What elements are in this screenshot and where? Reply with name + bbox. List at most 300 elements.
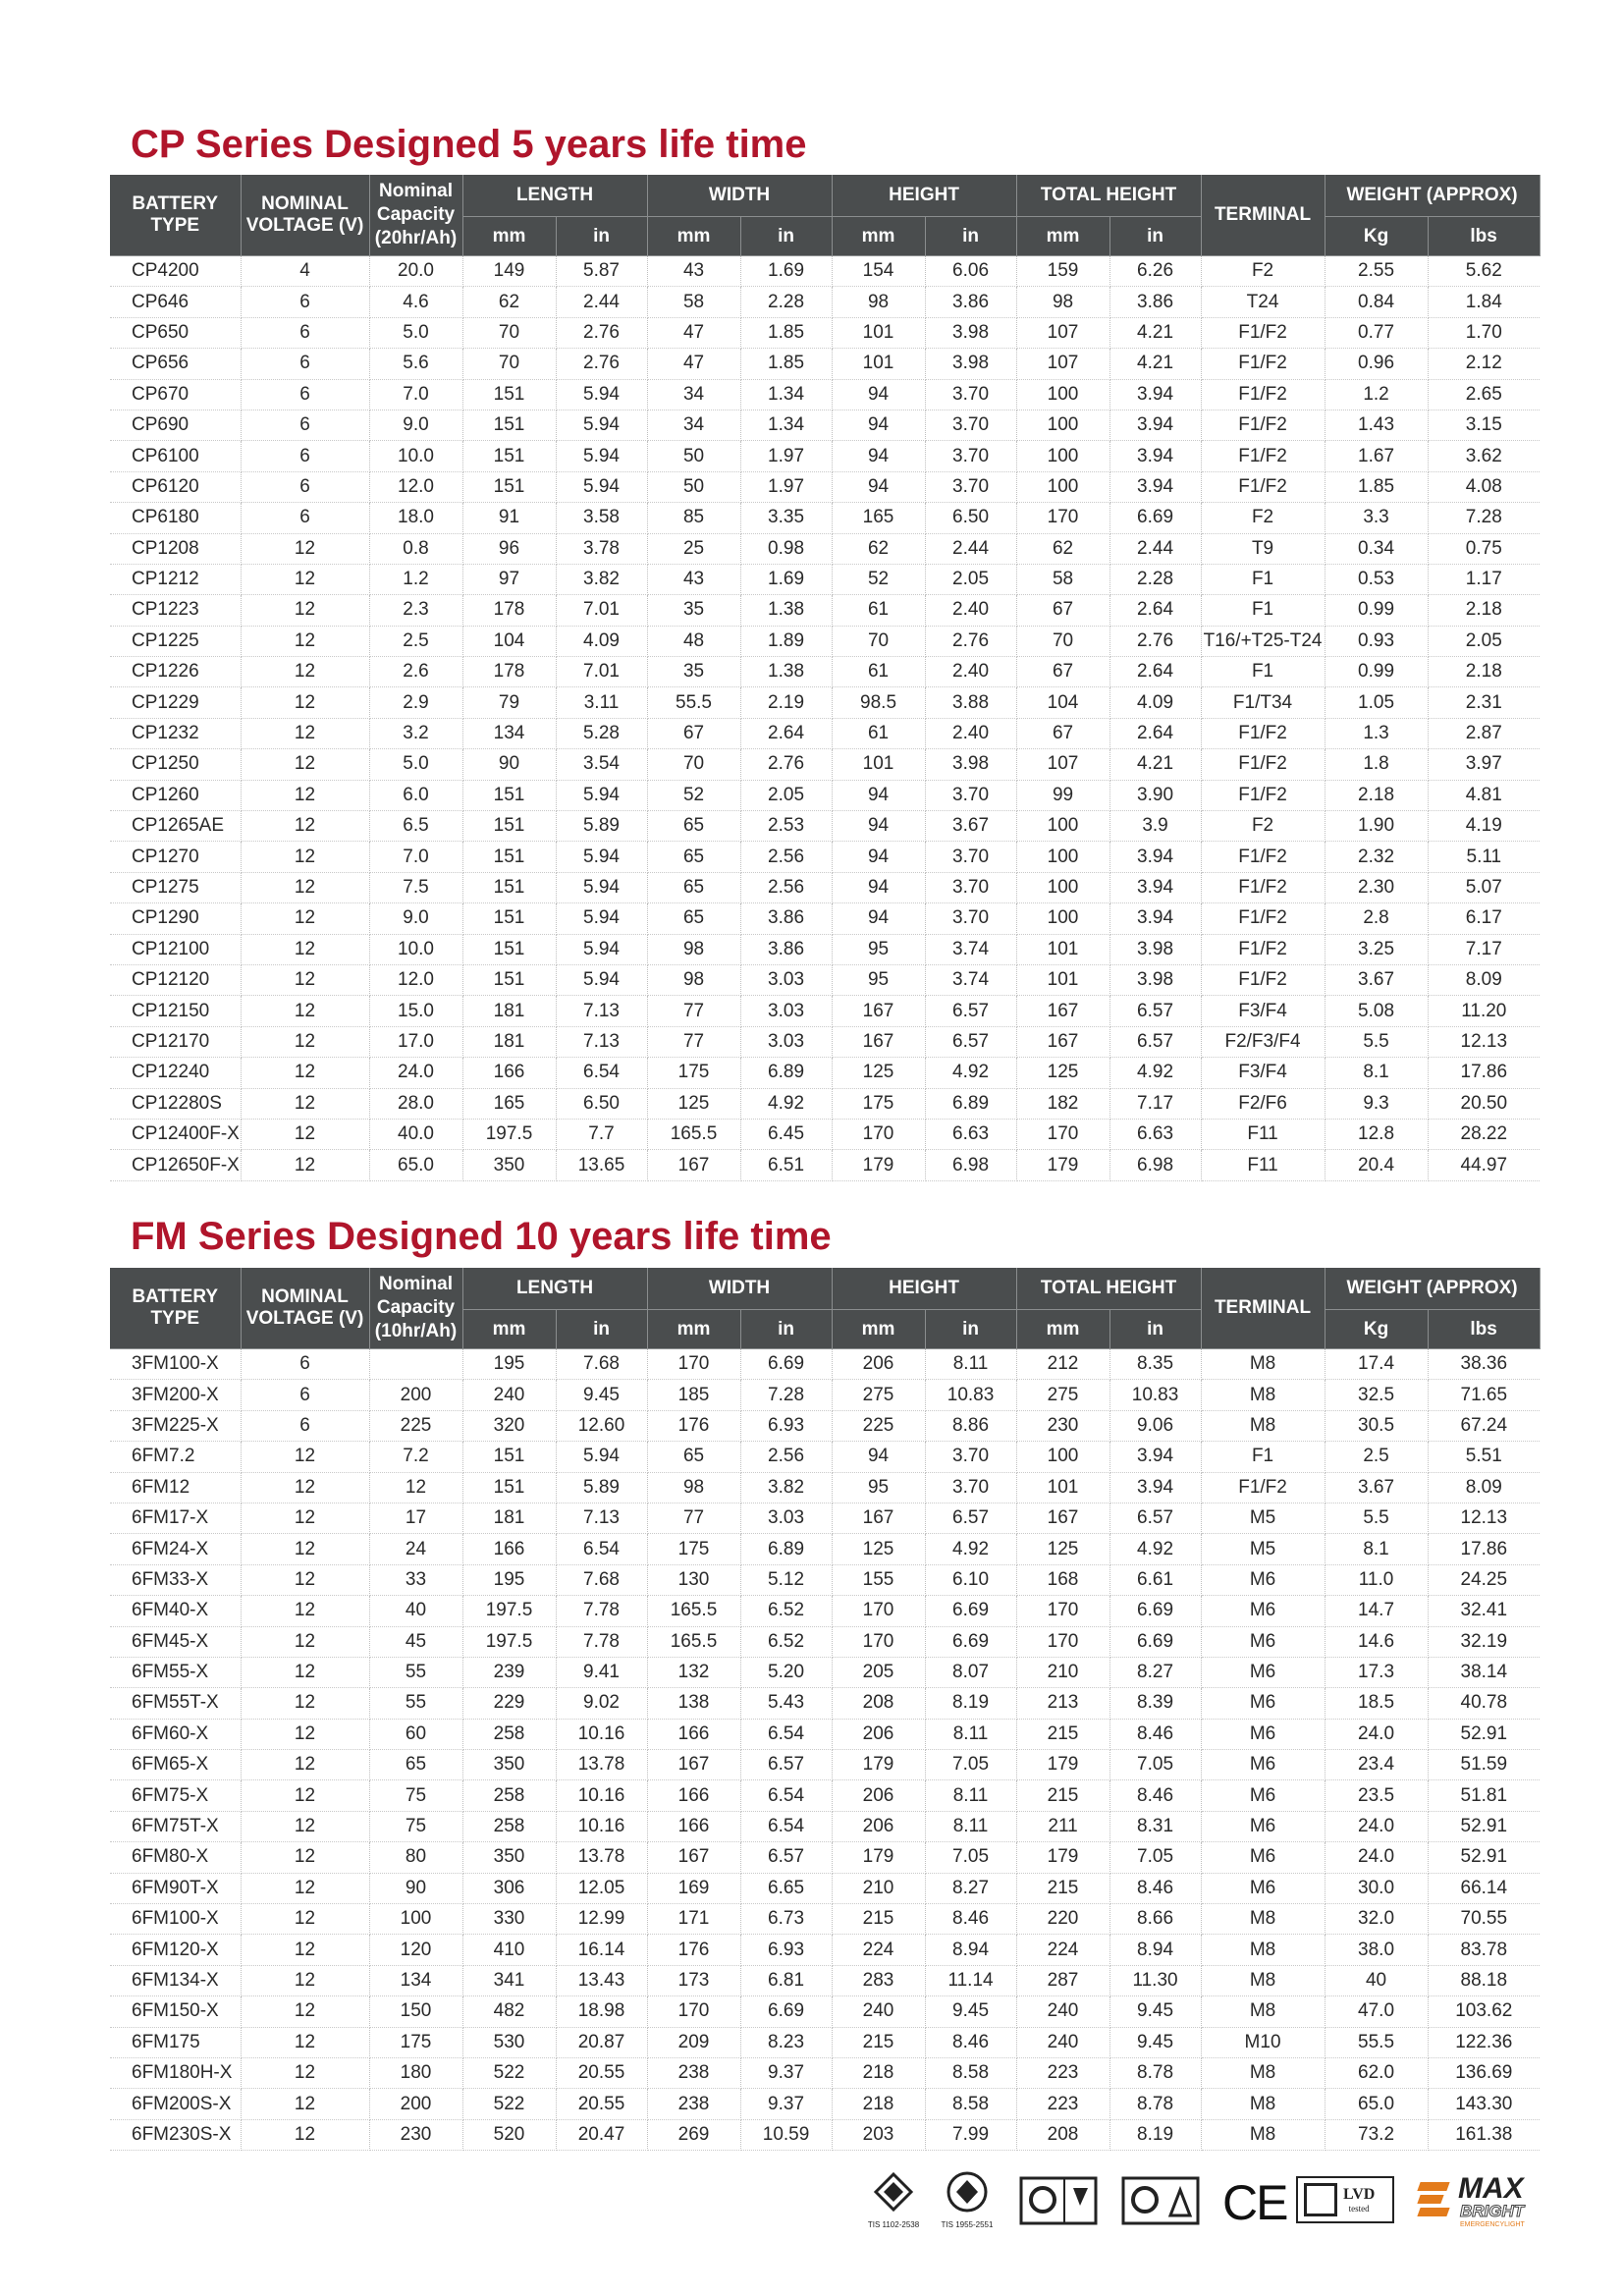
cell-width-mm: 130 [647, 1564, 740, 1595]
cell-width-in: 6.93 [740, 1410, 832, 1441]
cell-total-height-mm: 99 [1016, 780, 1109, 810]
cell-length-mm: 181 [462, 1026, 556, 1057]
cell-voltage: 12 [241, 2089, 369, 2119]
cell-width-mm: 166 [647, 1719, 740, 1749]
cell-battery-type: 6FM230S-X [110, 2119, 241, 2150]
header-capacity [369, 1268, 462, 1349]
cell-weight-kg: 24.0 [1325, 1719, 1428, 1749]
cell-length-in: 5.94 [556, 379, 647, 410]
cell-length-mm: 197.5 [462, 1596, 556, 1626]
header-capacity [369, 175, 462, 256]
cell-width-mm: 67 [647, 718, 740, 748]
cell-total-height-mm: 100 [1016, 441, 1109, 471]
header-capacity-line: (10hr/Ah) [374, 1321, 458, 1341]
cell-battery-type: CP6180 [110, 503, 241, 533]
cell-length-mm: 530 [462, 2027, 556, 2057]
cell-height-mm: 52 [832, 564, 925, 594]
cell-total-height-in: 3.9 [1109, 811, 1201, 842]
cell-height-mm: 283 [832, 1965, 925, 1995]
cell-width-mm: 98 [647, 934, 740, 964]
cell-width-mm: 77 [647, 1026, 740, 1057]
cell-voltage: 12 [241, 657, 369, 687]
cell-length-mm: 482 [462, 1996, 556, 2027]
cell-width-in: 6.89 [740, 1534, 832, 1564]
cell-capacity: 6.0 [369, 780, 462, 810]
cell-total-height-in: 6.63 [1109, 1119, 1201, 1149]
cell-length-in: 5.89 [556, 811, 647, 842]
cell-total-height-in: 3.94 [1109, 842, 1201, 872]
cell-length-in: 5.94 [556, 1442, 647, 1472]
cell-width-in: 2.76 [740, 749, 832, 780]
cell-battery-type: 3FM225-X [110, 1410, 241, 1441]
ce-mark [1222, 2174, 1286, 2231]
cell-weight-kg: 0.99 [1325, 657, 1428, 687]
header-nominal-voltage-line: VOLTAGE (V) [245, 215, 364, 236]
cell-height-mm: 167 [832, 1503, 925, 1533]
cell-total-height-mm: 159 [1016, 256, 1109, 287]
table-row [110, 964, 1540, 995]
cell-capacity: 2.9 [369, 687, 462, 718]
cell-length-in: 12.99 [556, 1904, 647, 1935]
cell-height-in: 3.86 [925, 287, 1016, 317]
cell-height-in: 6.57 [925, 1503, 1016, 1533]
cell-width-mm: 47 [647, 317, 740, 348]
cell-battery-type: CP1270 [110, 842, 241, 872]
cell-height-mm: 215 [832, 2027, 925, 2057]
cell-weight-kg: 5.5 [1325, 1026, 1428, 1057]
cell-voltage: 6 [241, 410, 369, 440]
cell-height-in: 8.11 [925, 1719, 1016, 1749]
cell-capacity: 7.0 [369, 842, 462, 872]
cell-height-mm: 170 [832, 1596, 925, 1626]
cell-capacity: 60 [369, 1719, 462, 1749]
cell-total-height-mm: 168 [1016, 1564, 1109, 1595]
cell-length-in: 7.01 [556, 657, 647, 687]
cell-weight-lbs: 70.55 [1428, 1904, 1540, 1935]
cell-length-in: 9.45 [556, 1380, 647, 1410]
cell-capacity: 5.0 [369, 749, 462, 780]
cell-voltage: 4 [241, 256, 369, 287]
cell-total-height-in: 6.69 [1109, 503, 1201, 533]
cell-voltage: 12 [241, 1503, 369, 1533]
cell-length-mm: 239 [462, 1657, 556, 1687]
cell-terminal: M6 [1201, 1750, 1325, 1780]
cell-weight-kg: 2.30 [1325, 872, 1428, 902]
cell-height-in: 6.06 [925, 256, 1016, 287]
cell-total-height-in: 3.98 [1109, 934, 1201, 964]
cell-weight-kg: 62.0 [1325, 2057, 1428, 2088]
cell-capacity: 17.0 [369, 1026, 462, 1057]
cell-voltage: 12 [241, 1688, 369, 1719]
cell-battery-type: CP12120 [110, 964, 241, 995]
table-row [110, 595, 1540, 626]
cell-battery-type: CP12240 [110, 1058, 241, 1088]
cell-width-mm: 171 [647, 1904, 740, 1935]
cell-weight-kg: 73.2 [1325, 2119, 1428, 2150]
cell-total-height-mm: 220 [1016, 1904, 1109, 1935]
table-row [110, 1058, 1540, 1088]
cell-battery-type: 6FM175 [110, 2027, 241, 2057]
cell-weight-lbs: 2.87 [1428, 718, 1540, 748]
cell-capacity: 28.0 [369, 1088, 462, 1119]
cell-battery-type: 6FM7.2 [110, 1442, 241, 1472]
cell-total-height-mm: 215 [1016, 1780, 1109, 1811]
cell-total-height-mm: 101 [1016, 1472, 1109, 1503]
cell-weight-kg: 47.0 [1325, 1996, 1428, 2027]
cell-height-mm: 101 [832, 349, 925, 379]
cell-voltage: 12 [241, 718, 369, 748]
cell-weight-kg: 2.32 [1325, 842, 1428, 872]
table-row [110, 626, 1540, 656]
cell-height-mm: 179 [832, 1150, 925, 1180]
cell-capacity: 80 [369, 1842, 462, 1873]
cell-terminal: F2/F6 [1201, 1088, 1325, 1119]
cell-voltage: 12 [241, 1088, 369, 1119]
cell-weight-kg: 1.43 [1325, 410, 1428, 440]
cell-height-in: 8.86 [925, 1410, 1016, 1441]
cell-width-mm: 58 [647, 287, 740, 317]
cell-voltage: 6 [241, 503, 369, 533]
cell-width-in: 2.64 [740, 718, 832, 748]
header-capacity-line: Capacity [376, 204, 456, 225]
cell-length-mm: 306 [462, 1873, 556, 1903]
cell-weight-kg: 0.96 [1325, 349, 1428, 379]
table-row [110, 564, 1540, 594]
table-row [110, 1119, 1540, 1149]
cell-length-mm: 181 [462, 996, 556, 1026]
cell-height-mm: 94 [832, 471, 925, 502]
cell-length-mm: 178 [462, 595, 556, 626]
header-weight-lbs: lbs [1428, 1310, 1540, 1349]
tuv-mark-icon [1304, 2183, 1337, 2216]
cell-total-height-mm: 223 [1016, 2089, 1109, 2119]
cell-terminal: T9 [1201, 533, 1325, 564]
cell-width-mm: 138 [647, 1688, 740, 1719]
cell-weight-lbs: 143.30 [1428, 2089, 1540, 2119]
cell-total-height-mm: 67 [1016, 595, 1109, 626]
table-row [110, 1842, 1540, 1873]
cell-total-height-in: 3.94 [1109, 441, 1201, 471]
cell-width-mm: 25 [647, 533, 740, 564]
cell-capacity: 10.0 [369, 934, 462, 964]
cell-weight-lbs: 44.97 [1428, 1150, 1540, 1180]
cell-length-in: 5.94 [556, 780, 647, 810]
tis-1955-label: TIS 1955-2551 [941, 2220, 994, 2229]
cell-voltage: 12 [241, 1058, 369, 1088]
cell-capacity: 200 [369, 2089, 462, 2119]
cell-battery-type: 6FM200S-X [110, 2089, 241, 2119]
cell-weight-lbs: 3.97 [1428, 749, 1540, 780]
cell-length-in: 5.94 [556, 471, 647, 502]
cell-height-in: 3.70 [925, 471, 1016, 502]
cell-terminal: F1/F2 [1201, 379, 1325, 410]
cell-weight-kg: 17.4 [1325, 1349, 1428, 1380]
cell-height-mm: 225 [832, 1410, 925, 1441]
cell-terminal: F1/F2 [1201, 1472, 1325, 1503]
cell-width-mm: 43 [647, 564, 740, 594]
cell-width-mm: 170 [647, 1996, 740, 2027]
size-quality-logo [1019, 2170, 1098, 2234]
cell-length-mm: 62 [462, 287, 556, 317]
cell-width-in: 6.52 [740, 1596, 832, 1626]
cell-weight-lbs: 12.13 [1428, 1026, 1540, 1057]
certification-logos [864, 2170, 1551, 2239]
cell-width-in: 10.59 [740, 2119, 832, 2150]
cell-length-mm: 341 [462, 1965, 556, 1995]
cell-length-mm: 258 [462, 1811, 556, 1841]
cell-voltage: 12 [241, 1965, 369, 1995]
cell-weight-lbs: 5.11 [1428, 842, 1540, 872]
cell-height-mm: 170 [832, 1626, 925, 1657]
cell-length-mm: 151 [462, 780, 556, 810]
cell-total-height-mm: 211 [1016, 1811, 1109, 1841]
header-nominal-voltage-line: NOMINAL [261, 193, 349, 214]
cell-weight-lbs: 24.25 [1428, 1564, 1540, 1595]
cell-total-height-in: 8.19 [1109, 2119, 1201, 2150]
cell-length-mm: 151 [462, 441, 556, 471]
cell-length-mm: 522 [462, 2057, 556, 2088]
cell-height-in: 3.74 [925, 934, 1016, 964]
cell-width-in: 3.86 [740, 903, 832, 934]
cell-height-in: 3.70 [925, 780, 1016, 810]
cell-voltage: 12 [241, 903, 369, 934]
cell-length-mm: 151 [462, 1472, 556, 1503]
cell-length-mm: 91 [462, 503, 556, 533]
cell-terminal: M6 [1201, 1719, 1325, 1749]
cell-terminal: F1 [1201, 564, 1325, 594]
cell-terminal: F2/F3/F4 [1201, 1026, 1325, 1057]
cell-total-height-mm: 100 [1016, 471, 1109, 502]
cell-length-mm: 195 [462, 1349, 556, 1380]
cell-total-height-in: 6.69 [1109, 1626, 1201, 1657]
cell-weight-lbs: 88.18 [1428, 1965, 1540, 1995]
cell-height-mm: 155 [832, 1564, 925, 1595]
cell-height-mm: 218 [832, 2089, 925, 2119]
table-row [110, 533, 1540, 564]
cell-width-in: 5.12 [740, 1564, 832, 1595]
cell-width-in: 3.86 [740, 934, 832, 964]
cell-terminal: F1/F2 [1201, 471, 1325, 502]
table-row [110, 1442, 1540, 1472]
cell-total-height-in: 2.64 [1109, 595, 1201, 626]
cell-length-in: 20.87 [556, 2027, 647, 2057]
cell-height-in: 11.14 [925, 1965, 1016, 1995]
cell-length-in: 5.94 [556, 903, 647, 934]
table-row [110, 1564, 1540, 1595]
cell-terminal: F1/T34 [1201, 687, 1325, 718]
header-battery-type [110, 175, 241, 256]
table-row [110, 1349, 1540, 1380]
cell-capacity: 200 [369, 1380, 462, 1410]
cell-weight-kg: 24.0 [1325, 1842, 1428, 1873]
cell-terminal: F1/F2 [1201, 964, 1325, 995]
cell-total-height-mm: 179 [1016, 1150, 1109, 1180]
cell-battery-type: CP1223 [110, 595, 241, 626]
cell-capacity: 45 [369, 1626, 462, 1657]
cell-capacity: 12 [369, 1472, 462, 1503]
cell-height-mm: 275 [832, 1380, 925, 1410]
cell-capacity: 17 [369, 1503, 462, 1533]
cell-height-mm: 179 [832, 1842, 925, 1873]
cell-length-in: 20.47 [556, 2119, 647, 2150]
cell-width-mm: 269 [647, 2119, 740, 2150]
cell-terminal: F11 [1201, 1119, 1325, 1149]
cell-weight-kg: 1.67 [1325, 441, 1428, 471]
cell-width-mm: 185 [647, 1380, 740, 1410]
cell-total-height-in: 3.94 [1109, 872, 1201, 902]
cell-height-in: 6.69 [925, 1596, 1016, 1626]
cell-height-mm: 61 [832, 718, 925, 748]
cell-terminal: M8 [1201, 1965, 1325, 1995]
cell-terminal: F1 [1201, 657, 1325, 687]
cell-weight-lbs: 7.28 [1428, 503, 1540, 533]
cell-terminal: M6 [1201, 1657, 1325, 1687]
cell-weight-lbs: 122.36 [1428, 2027, 1540, 2057]
table-row [110, 1088, 1540, 1119]
cell-terminal: M10 [1201, 2027, 1325, 2057]
cell-total-height-mm: 210 [1016, 1657, 1109, 1687]
cell-battery-type: 6FM75-X [110, 1780, 241, 1811]
cell-weight-lbs: 1.17 [1428, 564, 1540, 594]
cell-battery-type: 6FM75T-X [110, 1811, 241, 1841]
cell-terminal: M5 [1201, 1503, 1325, 1533]
cell-total-height-in: 8.78 [1109, 2089, 1201, 2119]
cell-total-height-in: 3.94 [1109, 903, 1201, 934]
cell-voltage: 12 [241, 842, 369, 872]
cell-width-in: 3.35 [740, 503, 832, 533]
cell-terminal: M6 [1201, 1626, 1325, 1657]
cell-height-mm: 95 [832, 1472, 925, 1503]
cell-length-mm: 151 [462, 872, 556, 902]
table-row [110, 349, 1540, 379]
cell-capacity: 20.0 [369, 256, 462, 287]
cell-terminal: M8 [1201, 2089, 1325, 2119]
cell-length-in: 7.7 [556, 1119, 647, 1149]
cell-total-height-in: 3.94 [1109, 410, 1201, 440]
cell-weight-lbs: 8.09 [1428, 1472, 1540, 1503]
cell-length-mm: 320 [462, 1410, 556, 1441]
cell-width-in: 6.52 [740, 1626, 832, 1657]
cell-battery-type: CP1260 [110, 780, 241, 810]
cell-total-height-mm: 100 [1016, 379, 1109, 410]
cell-capacity: 15.0 [369, 996, 462, 1026]
cell-weight-lbs: 51.59 [1428, 1750, 1540, 1780]
cell-total-height-mm: 125 [1016, 1058, 1109, 1088]
cell-weight-lbs: 32.19 [1428, 1626, 1540, 1657]
cell-total-height-in: 7.05 [1109, 1750, 1201, 1780]
cell-length-in: 16.14 [556, 1935, 647, 1965]
header-weight: WEIGHT (APPROX) [1325, 1268, 1540, 1310]
cell-height-mm: 70 [832, 626, 925, 656]
cell-total-height-mm: 101 [1016, 964, 1109, 995]
cell-height-in: 8.58 [925, 2089, 1016, 2119]
header-battery-type-line: TYPE [150, 215, 200, 236]
cell-battery-type: 6FM150-X [110, 1996, 241, 2027]
cell-battery-type: 6FM17-X [110, 1503, 241, 1533]
cell-capacity: 0.8 [369, 533, 462, 564]
header-weight-kg: Kg [1325, 1310, 1428, 1349]
cell-length-in: 13.43 [556, 1965, 647, 1995]
cell-weight-lbs: 32.41 [1428, 1596, 1540, 1626]
cell-width-in: 3.03 [740, 1026, 832, 1057]
cell-battery-type: 3FM200-X [110, 1380, 241, 1410]
cell-battery-type: CP1250 [110, 749, 241, 780]
cell-width-in: 2.56 [740, 872, 832, 902]
header-nominal-voltage-line: NOMINAL [261, 1286, 349, 1307]
cell-weight-lbs: 3.62 [1428, 441, 1540, 471]
cell-weight-lbs: 28.22 [1428, 1119, 1540, 1149]
cell-height-in: 6.57 [925, 996, 1016, 1026]
cell-total-height-mm: 104 [1016, 687, 1109, 718]
cell-total-height-in: 6.69 [1109, 1596, 1201, 1626]
cell-weight-lbs: 67.24 [1428, 1410, 1540, 1441]
cell-battery-type: 6FM90T-X [110, 1873, 241, 1903]
cell-total-height-mm: 170 [1016, 1596, 1109, 1626]
cell-total-height-mm: 208 [1016, 2119, 1109, 2150]
header-length: LENGTH [462, 1268, 647, 1310]
header-total-height: TOTAL HEIGHT [1016, 1268, 1201, 1310]
table-row [110, 1688, 1540, 1719]
cell-capacity: 180 [369, 2057, 462, 2088]
header-width-in: in [740, 217, 832, 256]
cell-width-in: 2.05 [740, 780, 832, 810]
cell-capacity: 100 [369, 1904, 462, 1935]
cell-total-height-in: 9.45 [1109, 1996, 1201, 2027]
cell-length-mm: 258 [462, 1780, 556, 1811]
cell-width-in: 1.89 [740, 626, 832, 656]
cell-battery-type: 6FM120-X [110, 1935, 241, 1965]
cell-weight-lbs: 8.09 [1428, 964, 1540, 995]
cell-length-in: 7.13 [556, 1026, 647, 1057]
header-weight: WEIGHT (APPROX) [1325, 175, 1540, 217]
cell-terminal: F3/F4 [1201, 996, 1325, 1026]
cell-height-mm: 94 [832, 780, 925, 810]
table-row [110, 1503, 1540, 1533]
cell-height-in: 3.74 [925, 964, 1016, 995]
cell-voltage: 12 [241, 1719, 369, 1749]
header-width: WIDTH [647, 175, 832, 217]
cell-height-in: 8.94 [925, 1935, 1016, 1965]
cell-width-mm: 43 [647, 256, 740, 287]
cell-height-in: 6.57 [925, 1026, 1016, 1057]
cell-length-in: 3.58 [556, 503, 647, 533]
cell-voltage: 12 [241, 1842, 369, 1873]
cell-total-height-mm: 167 [1016, 996, 1109, 1026]
cell-total-height-mm: 58 [1016, 564, 1109, 594]
cell-weight-kg: 0.77 [1325, 317, 1428, 348]
cell-width-mm: 35 [647, 595, 740, 626]
cell-terminal: F1/F2 [1201, 934, 1325, 964]
cp-series-table [110, 175, 1541, 1181]
table-row [110, 256, 1540, 287]
cell-height-mm: 94 [832, 441, 925, 471]
cell-voltage: 12 [241, 533, 369, 564]
cell-weight-kg: 65.0 [1325, 2089, 1428, 2119]
cell-height-in: 6.98 [925, 1150, 1016, 1180]
table-row [110, 441, 1540, 471]
cell-capacity: 134 [369, 1965, 462, 1995]
cell-terminal: T16/+T25-T24 [1201, 626, 1325, 656]
cell-length-in: 5.94 [556, 842, 647, 872]
header-total_height-in: in [1109, 1310, 1201, 1349]
cell-battery-type: CP4200 [110, 256, 241, 287]
cell-height-mm: 208 [832, 1688, 925, 1719]
header-capacity-line: Nominal [379, 181, 453, 201]
cell-height-in: 3.70 [925, 441, 1016, 471]
cell-weight-lbs: 17.86 [1428, 1534, 1540, 1564]
cell-height-in: 2.05 [925, 564, 1016, 594]
cell-length-in: 7.13 [556, 996, 647, 1026]
